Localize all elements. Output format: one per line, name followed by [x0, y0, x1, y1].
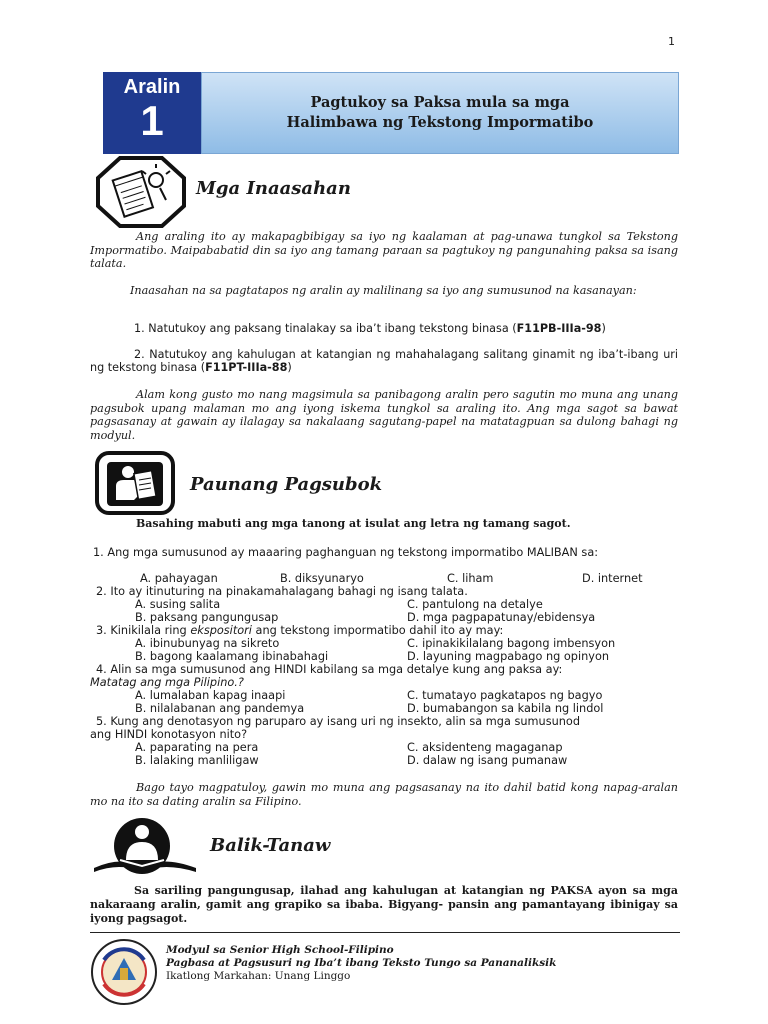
q4-option-d: D. bumabangon sa kabila ng lindol: [407, 702, 604, 715]
q1-option-a: A. pahayagan: [140, 572, 218, 585]
question-4: 4. Alin sa mga sumusunod ang HINDI kabilang sa mga detalye kung ang paksa ay:: [96, 663, 563, 676]
lesson-title: [201, 72, 679, 154]
q1-option-b: B. diksyunaryo: [280, 572, 364, 585]
lesson-title-line2: Halimbawa ng Tekstong Impormatibo: [286, 114, 594, 131]
q5-option-d: D. dalaw ng isang pumanaw: [407, 754, 568, 767]
q5-option-a: A. paparating na pera: [135, 741, 259, 754]
competency-code-1: F11PB-IIIa-98: [516, 322, 602, 335]
q4-option-a: A. lumalaban kapag inaapi: [135, 689, 286, 702]
lesson-banner: [103, 72, 679, 154]
lesson-number: 1: [140, 97, 164, 144]
balik-instruction: Sa sariling pangungusap, ilahad ang kahulugan at katangian ng PAKSA ayon sa mga nakaraang aralin, gamit ang grapiko sa ibaba. Bigyang- pansin ang pamantayang ibinigay sa iyong pagsagot.: [90, 884, 678, 925]
transition-paragraph: Bago tayo magpatuloy, gawin mo muna ang pagsasanay na ito dahil batid kong napag-aralan mo na ito sa dating aralin sa Filipino.: [90, 781, 678, 808]
inaasahan-paragraph-3: Alam kong gusto mo nang magsimula sa panibagong aralin pero sagutin mo muna ang unang pagsubok upang malaman mo ang iyong iskema tungkol sa araling ito. Ang mga sagot sa bawat pagsasanay at gawain ay ilalagay sa nakalaang sagutang-papel na matatagpuan sa dulong bahagi ng modyul.: [90, 388, 678, 442]
q1-option-c: C. liham: [447, 572, 494, 585]
student-book-icon: [90, 816, 200, 882]
question-1: 1. Ang mga sumusunod ay maaaring paghanguan ng tekstong impormatibo MALIBAN sa:: [93, 546, 599, 559]
q2-option-c: C. pantulong na detalye: [407, 598, 543, 611]
lesson-number-box: [103, 72, 201, 154]
question-2: 2. Ito ay itinuturing na pinakamahalagang bahagi ng isang talata.: [96, 585, 468, 598]
reader-icon: [94, 450, 176, 516]
q3-option-a: A. ibinubunyag na sikreto: [135, 637, 280, 650]
notebook-lightbulb-icon: [96, 156, 186, 228]
competency-code-2: F11PT-IIIa-88: [205, 361, 288, 374]
question-4-topic: Matatag ang mga Pilipino.?: [90, 676, 244, 689]
lesson-title-line1: Pagtukoy sa Paksa mula sa mga: [310, 94, 570, 111]
question-5: 5. Kung ang denotasyon ng paruparo ay isang uri ng insekto, alin sa mga sumusunod: [96, 715, 580, 728]
competency-item-2: 2. Natutukoy ang kahulugan at katangian ng mahahalagang salitang ginamit ng iba’t-ibang uri ng tekstong binasa (F11PT-IIIa-88): [90, 348, 678, 374]
test-instruction: Basahing mabuti ang mga tanong at isulat ang letra ng tamang sagot.: [136, 517, 571, 530]
section-heading-paunang: Paunang Pagsubok: [190, 474, 383, 495]
competency-item-1: 1. Natutukoy ang paksang tinalakay sa iba’t ibang tekstong binasa (F11PB-IIIa-98): [134, 322, 606, 335]
inaasahan-paragraph-2: Inaasahan na sa pagtatapos ng aralin ay malilinang sa iyo ang sumusunod na kasanayan:: [130, 284, 637, 297]
q3-option-c: C. ipinakikilalang bagong imbensyon: [407, 637, 616, 650]
question-5-cont: ang HINDI konotasyon nito?: [90, 728, 248, 741]
question-3: 3. Kinikilala ring ekspositori ang tekstong impormatibo dahil ito ay may:: [96, 624, 504, 637]
footer-subject: Pagbasa at Pagsusuri ng Iba’t ibang Teksto Tungo sa Pananaliksik: [166, 957, 557, 969]
q4-option-b: B. nilalabanan ang pandemya: [135, 702, 305, 715]
q5-option-b: B. lalaking manliligaw: [135, 754, 259, 767]
page-number: 1: [668, 35, 675, 48]
q2-option-a: A. susing salita: [135, 598, 221, 611]
footer-divider: [90, 932, 680, 933]
footer-quarter: Ikatlong Markahan: Unang Linggo: [166, 970, 351, 982]
q2-option-d: D. mga pagpapatunay/ebidensya: [407, 611, 596, 624]
q2-option-b: B. paksang pangungusap: [135, 611, 279, 624]
division-seal-icon: [90, 938, 158, 1006]
lesson-label: Aralin: [123, 76, 181, 98]
q5-option-c: C. aksidenteng magaganap: [407, 741, 563, 754]
q1-option-d: D. internet: [582, 572, 643, 585]
footer-module: Modyul sa Senior High School-Filipino: [166, 944, 394, 956]
section-heading-balik: Balik-Tanaw: [210, 835, 331, 856]
q3-option-d: D. layuning magpabago ng opinyon: [407, 650, 610, 663]
inaasahan-paragraph-1: Ang araling ito ay makapagbibigay sa iyo ng kaalaman at pag-unawa tungkol sa Tekstong Impormatibo. Maipababatid din sa iyo ang tamang paraan sa pagtukoy ng pangunahing paksa sa isang talata.: [90, 230, 678, 270]
q4-option-c: C. tumatayo pagkatapos ng bagyo: [407, 689, 603, 702]
q3-option-b: B. bagong kaalamang ibinabahagi: [135, 650, 329, 663]
section-heading-inaasahan: Mga Inaasahan: [196, 178, 351, 199]
